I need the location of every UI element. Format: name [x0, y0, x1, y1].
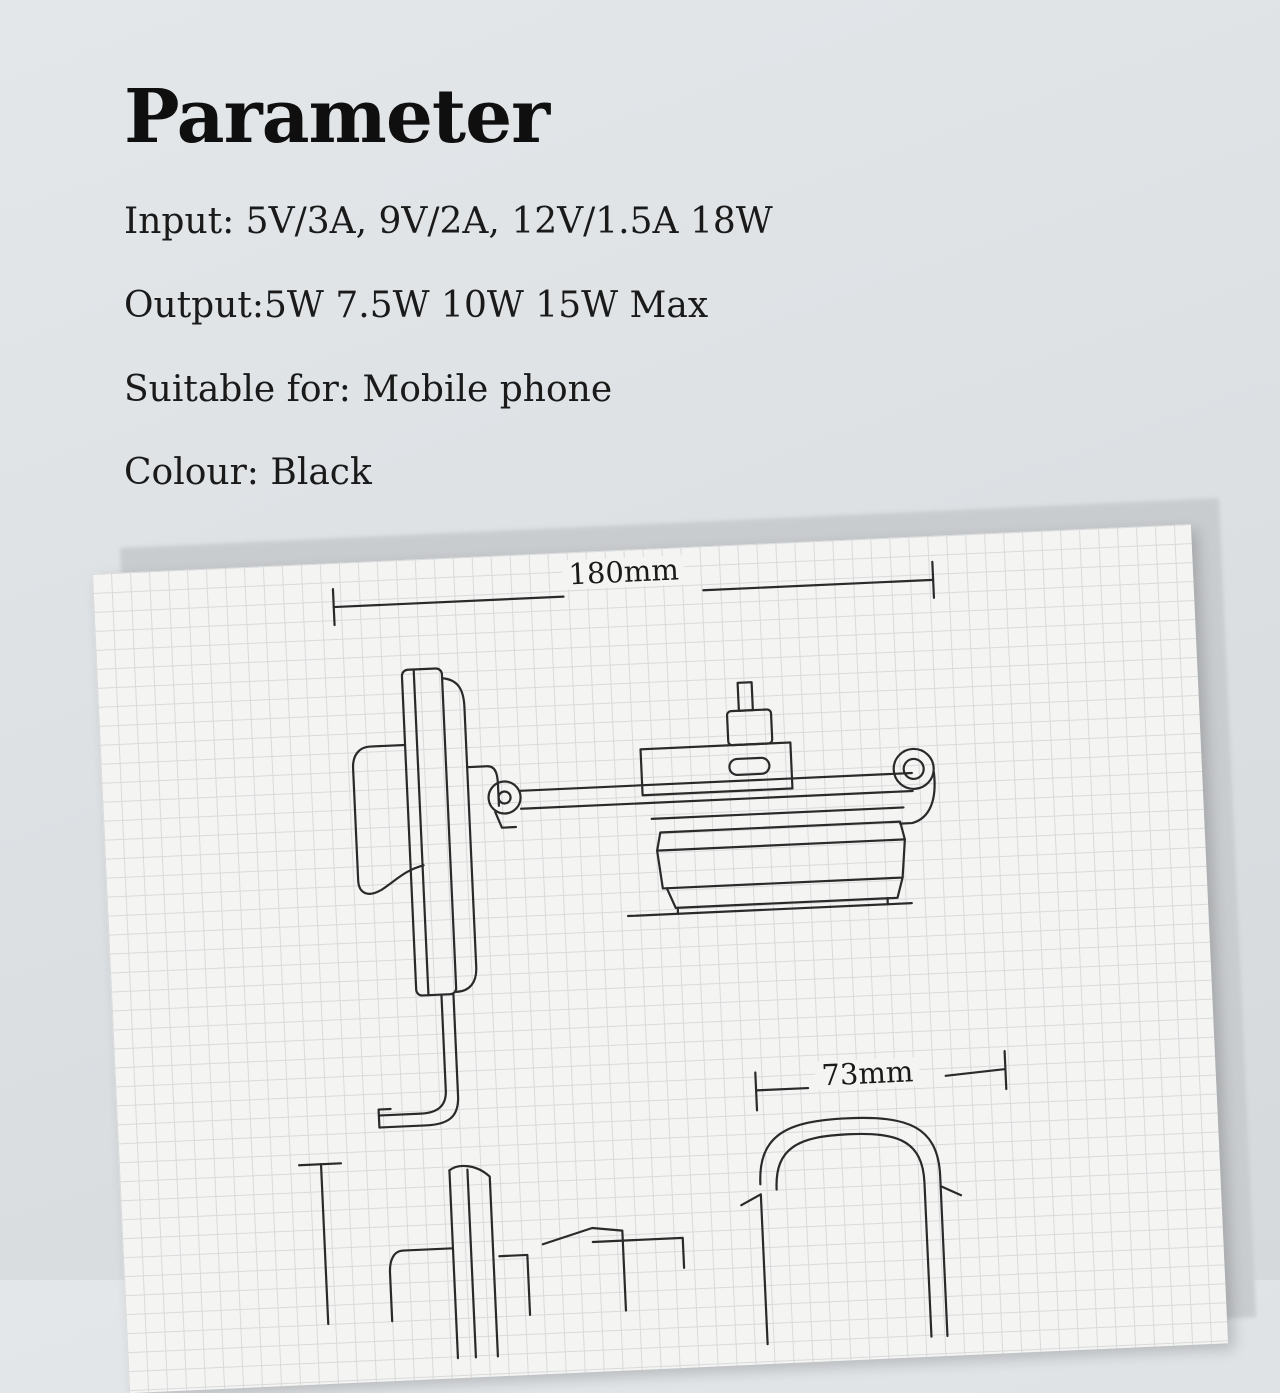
- arm-and-suction-base: [516, 674, 940, 921]
- width-dimension-label: 180mm: [562, 555, 686, 590]
- mount-drawing: [92, 524, 1228, 1393]
- holder-front-view: [384, 1113, 967, 1361]
- holder-side-view: [349, 665, 536, 1128]
- spec-colour: Colour: Black: [124, 455, 372, 491]
- page-title: Parameter: [124, 80, 549, 154]
- spec-suitable: Suitable for: Mobile phone: [124, 372, 612, 408]
- technical-drawing-sheet: [92, 524, 1228, 1393]
- spec-input: Input: 5V/3A, 9V/2A, 12V/1.5A 18W: [124, 204, 773, 240]
- spec-output: Output:5W 7.5W 10W 15W Max: [124, 288, 708, 324]
- height-dimension-line: [299, 1163, 348, 1325]
- depth-dimension-label: 73mm: [815, 1057, 920, 1091]
